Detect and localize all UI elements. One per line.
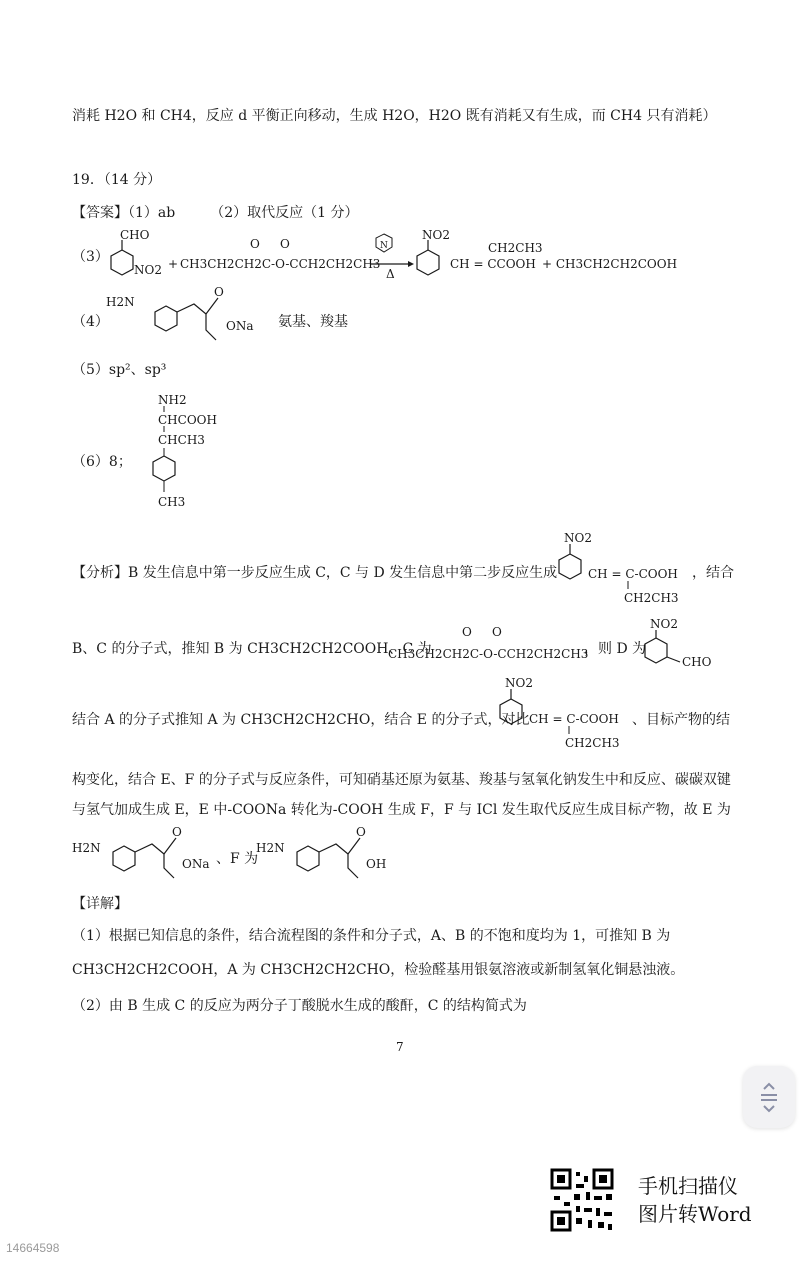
anhydride-oxygen-2: O [280, 237, 290, 251]
product-chain: CH = CCOOH [450, 257, 536, 271]
no2-group: NO2 [134, 263, 162, 277]
structure-f [256, 825, 416, 884]
answer-line: 【答案】（1）ab （2）取代反应（1 分） [72, 205, 359, 221]
anhydride-formula: CH3CH2CH2C-O-CCH2CH2CH3 [180, 257, 381, 271]
chcooh: CHCOOH [158, 413, 217, 427]
side-chain: CH = C-COOH [588, 567, 678, 581]
analysis-line-2-mid: ，则 D 为 [584, 641, 647, 657]
ethyl-b: CH2CH3 [565, 736, 620, 750]
brand-line-1: 手机扫描仪 [638, 1174, 738, 1198]
analysis-line-4: 构变化，结合 E、F 的分子式与反应条件，可知硝基还原为氨基、羧基与氢氧化钠发生中和反应、碳碳双键 [72, 772, 731, 788]
anhydride-oxygen-1: O [250, 237, 260, 251]
app-brand [638, 1172, 752, 1228]
e-ona: ONa [182, 857, 210, 871]
amine-group: H2N [106, 295, 135, 309]
reaction-equation-3 [100, 226, 680, 288]
text-line-top: 消耗 H2O 和 CH4，反应 d 平衡正向移动，生成 H2O，H2O 既有消耗又有生成，而 CH4 只有消耗） [72, 108, 717, 124]
detail-line-1: （1）根据已知信息的条件，结合流程图的条件和分子式，A、B 的不饱和度均为 1，可推知 B 为 [72, 928, 671, 944]
product-no2: NO2 [422, 228, 450, 242]
brand-line-2: 图片转Word [638, 1202, 752, 1226]
no2-b: NO2 [505, 676, 533, 690]
cho-group: CHO [120, 228, 150, 242]
analysis-anhydride [388, 624, 588, 664]
carboxylate: ONa [226, 319, 254, 333]
answer-5: （5）sp²、sp³ [72, 362, 167, 378]
anhydride-oxygen-a: O [462, 625, 472, 639]
f-amine: H2N [256, 841, 285, 855]
analysis-line-5: 与氢气加成生成 E，E 中-COONa 转化为-COOH 生成 F，F 与 ICl 发生取代反应生成目标产物，故 E 为 [72, 802, 731, 818]
qr-code-icon[interactable] [550, 1168, 614, 1232]
e-oxygen: O [172, 825, 182, 839]
question-number: 19．（14 分） [72, 172, 162, 188]
structure-6 [152, 392, 272, 522]
analysis-line-1: 【分析】B 发生信息中第一步反应生成 C，C 与 D 发生信息中第二步反应生成 [72, 565, 558, 581]
amino: NH2 [158, 393, 187, 407]
detail-heading: 【详解】 [72, 896, 128, 912]
page-number: 7 [396, 1040, 404, 1054]
no2: NO2 [564, 531, 592, 545]
plus-sign: + [168, 257, 179, 271]
anhydride: CH3CH2CH2C-O-CCH2CH2CH3 [388, 647, 589, 661]
analysis-line-1-end: ，结合 [692, 565, 734, 581]
analysis-line-3: 结合 A 的分子式推知 A 为 CH3CH2CH2CHO，结合 E 的分子式，对比 [72, 712, 530, 728]
analysis-structure-d [640, 616, 750, 676]
answer-4-label: （4） [72, 314, 109, 330]
ethyl: CH2CH3 [624, 591, 679, 605]
carbonyl-o: O [214, 285, 224, 299]
anhydride-oxygen-b: O [492, 625, 502, 639]
watermark-id: 14664598 [6, 1241, 60, 1255]
heat-symbol: Δ [386, 267, 395, 281]
pyridine-n: N [380, 241, 388, 251]
analysis-structure-2 [493, 675, 633, 755]
product-ethyl: CH2CH3 [488, 241, 543, 255]
e-amine: H2N [72, 841, 101, 855]
detail-line-3: （2）由 B 生成 C 的反应为两分子丁酸脱水生成的酸酐，C 的结构简式为 [72, 998, 527, 1014]
methyl: CH3 [158, 495, 186, 509]
scroll-arrows-icon [756, 1080, 782, 1114]
side-chain-b: CH = C-COOH [529, 712, 619, 726]
answer-6-label: （6）8； [72, 454, 132, 470]
analysis-structure-1 [552, 530, 692, 610]
answer-3-label: （3） [72, 249, 109, 265]
f-oh: OH [366, 857, 387, 871]
chch3: CHCH3 [158, 433, 205, 447]
analysis-line-3-end: 、目标产物的结 [632, 712, 730, 728]
d-cho: CHO [682, 655, 712, 669]
detail-line-2: CH3CH2CH2COOH，A 为 CH3CH2CH2CHO，检验醛基用银氨溶液或新制氢氧化铜悬浊液。 [72, 962, 685, 978]
structure-4 [106, 285, 306, 350]
scroll-handle-button[interactable] [743, 1066, 795, 1128]
answer-4-text: 氨基、羧基 [278, 314, 348, 330]
analysis-line-6-mid: 、F 为 [216, 851, 259, 867]
analysis-line-2: B、C 的分子式，推知 B 为 CH3CH2CH2COOH、C 为 [72, 641, 432, 657]
byproduct: + CH3CH2CH2COOH [542, 257, 678, 271]
f-oxygen: O [356, 825, 366, 839]
d-no2: NO2 [650, 617, 678, 631]
